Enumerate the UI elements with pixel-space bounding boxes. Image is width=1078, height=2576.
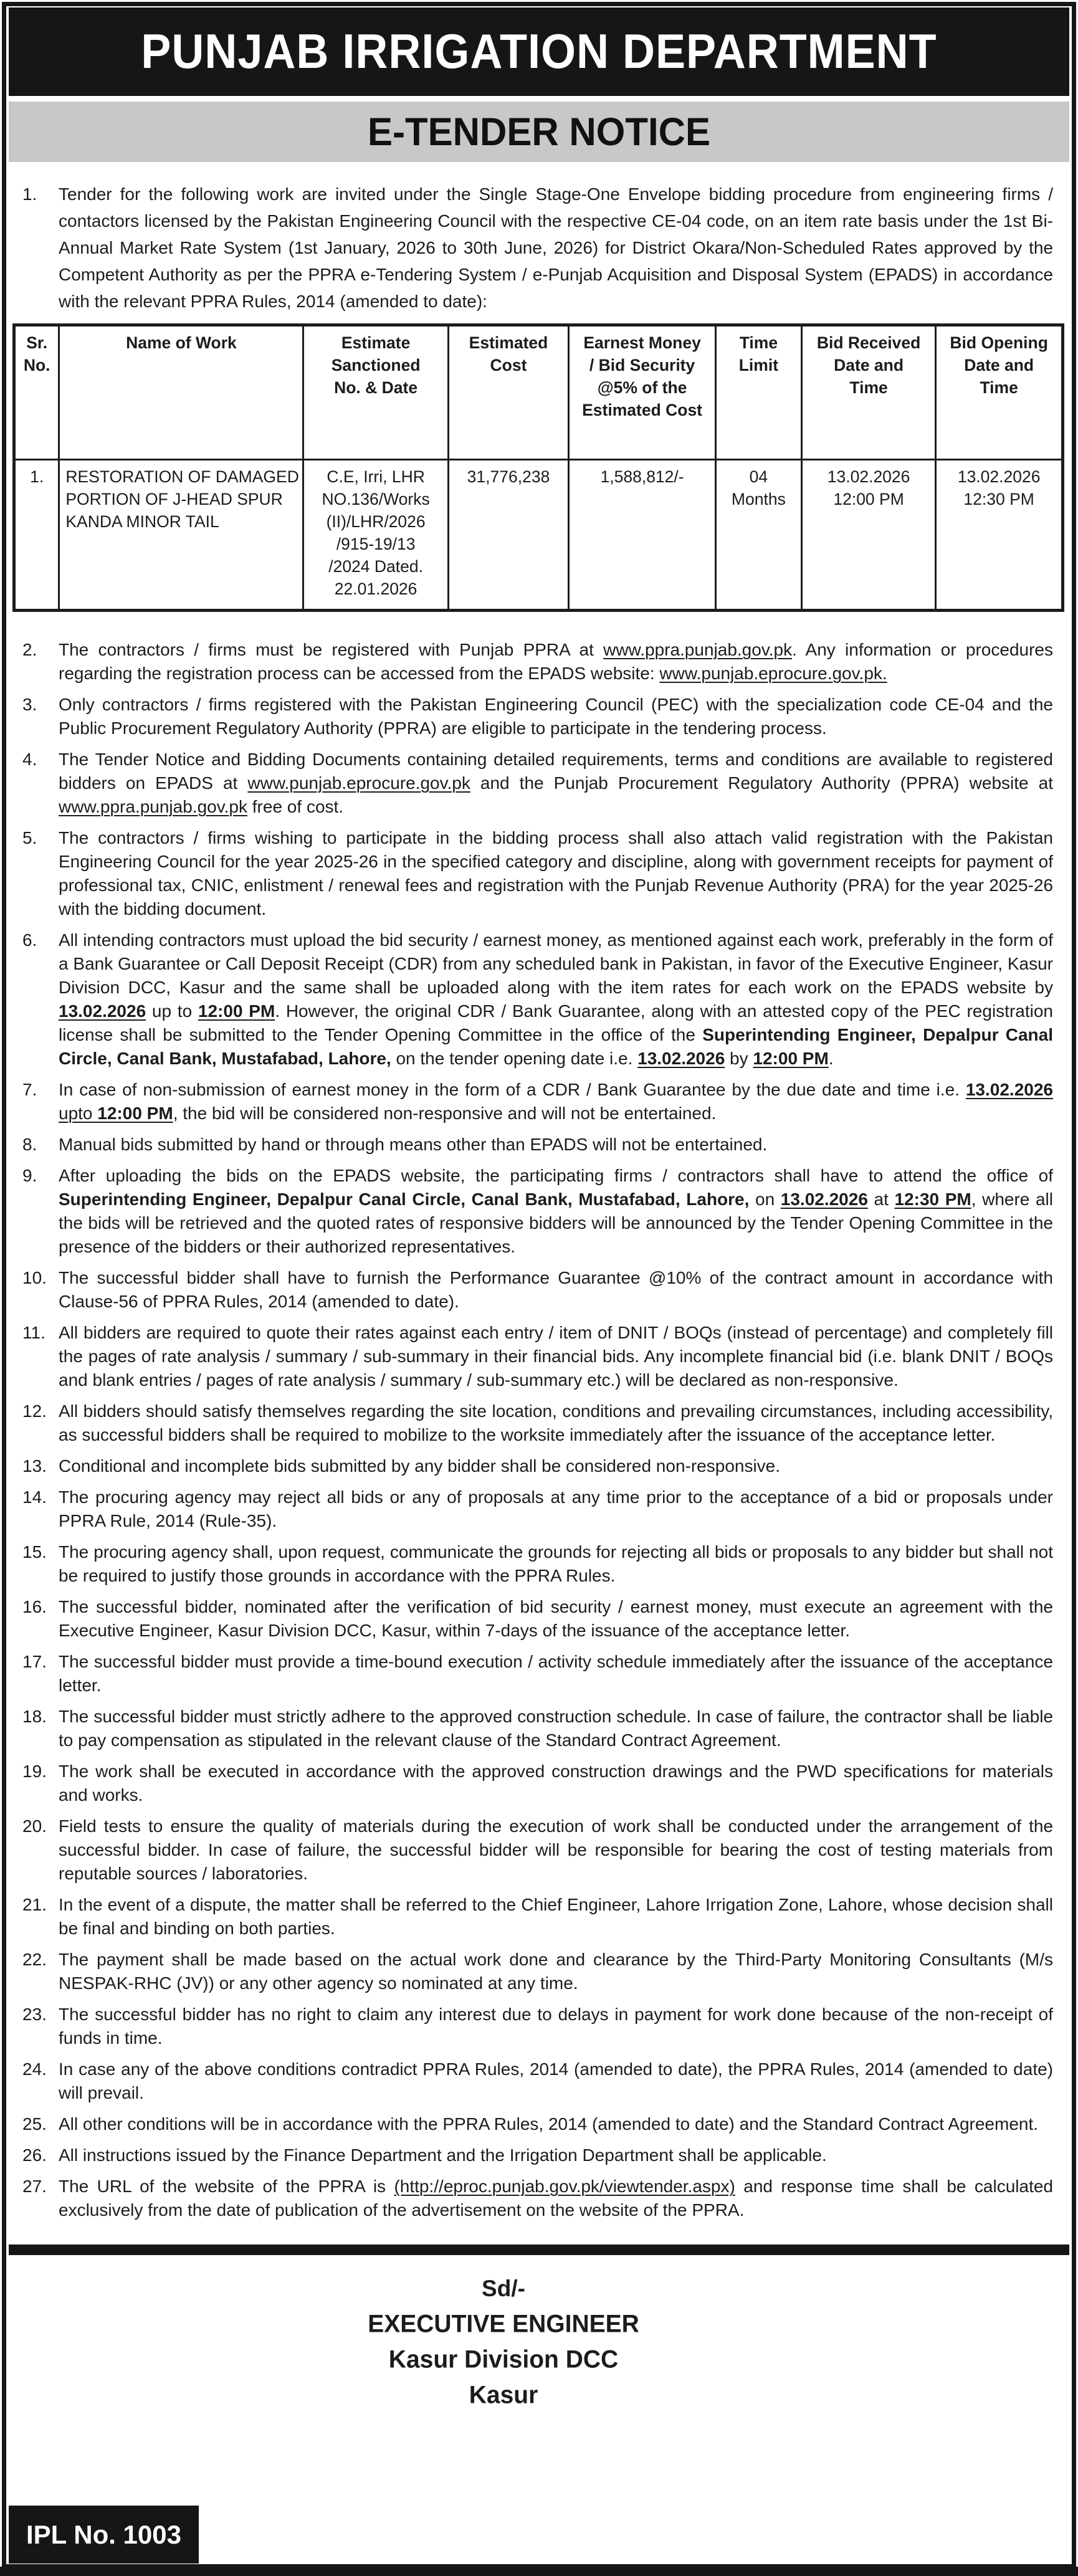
text-segment: In case of non-submission of earnest money in the form of a CDR / Bank Guarantee by the due date and time i.e. — [59, 1080, 966, 1099]
item-text — [59, 826, 1053, 921]
text-segment: All other conditions will be in accordance with the PPRA Rules, 2014 (amended to date) and the Standard Contract Agreement. — [59, 2114, 1039, 2134]
condition-item — [22, 1133, 1053, 1157]
signature-city: Kasur — [469, 2381, 538, 2409]
text-segment: In the event of a dispute, the matter shall be referred to the Chief Engineer, Lahore Irrigation Zone, Lahore, whose decision shall be final and binding on both parties. — [59, 1895, 1053, 1938]
item-text — [59, 181, 1053, 315]
condition-item — [22, 826, 1053, 921]
table-header-cell: Earnest Money / Bid Security @5% of the Estimated Cost — [569, 325, 716, 460]
text-segment: The Tender Notice and Bidding Documents containing detailed requirements, terms and conditions are available to registered bidders on EPADS at — [59, 750, 1053, 793]
table-cell: 31,776,238 — [448, 460, 569, 611]
item-number: 22. — [22, 1950, 47, 1969]
text-segment: Manual bids submitted by hand or through means other than EPADS will not be entertained. — [59, 1135, 768, 1154]
text-segment: 12:30 PM — [894, 1190, 971, 1209]
item-number: 5. — [22, 828, 37, 847]
condition-item — [22, 1760, 1053, 1807]
item-text — [59, 1893, 1053, 1940]
text-segment: The payment shall be made based on the actual work done and clearance by the Third-Party Monitoring Consultants (M/s NESPAK-RHC (JV)) or any other agency so nominated at any time. — [59, 1950, 1053, 1993]
text-segment: All bidders are required to quote their rates against each entry / item of DNIT / BOQs (instead of percentage) and completely fill the pages of rate analysis / summary / sub-summary in their financial bids. Any incomplete financial bid (i.e. blank DNIT / BOQs and blank entries / pages of rate analysis / summary / sub-summary etc.) will be declared as non-responsive. — [59, 1323, 1053, 1390]
item-text — [59, 638, 1053, 685]
item-text — [59, 1650, 1053, 1697]
table-header-cell: Name of Work — [59, 325, 303, 460]
item-text — [59, 1540, 1053, 1588]
condition-item — [22, 638, 1053, 685]
condition-item — [22, 1454, 1053, 1478]
text-segment: All instructions issued by the Finance Department and the Irrigation Department shall be applicable. — [59, 2145, 827, 2165]
condition-item — [22, 181, 1053, 315]
item-number: 21. — [22, 1895, 47, 1914]
table-header-cell: Bid Opening Date and Time — [936, 325, 1063, 460]
signature-sd: Sd/- — [482, 2276, 525, 2301]
condition-item — [22, 1595, 1053, 1643]
condition-item — [22, 2144, 1053, 2167]
condition-item — [22, 1321, 1053, 1392]
condition-item — [22, 1650, 1053, 1697]
item-text — [59, 1164, 1053, 1259]
text-segment: www.ppra.punjab.gov.pk — [603, 640, 793, 659]
table-cell: RESTORATION OF DAMAGED PORTION OF J-HEAD SPUR KANDA MINOR TAIL — [59, 460, 303, 611]
text-segment: . Any information or procedures regarding the registration process can be accessed from the EPADS website: — [59, 640, 1053, 683]
text-segment: on — [749, 1190, 781, 1209]
item-number: 3. — [22, 695, 37, 714]
text-segment: All bidders should satisfy themselves regarding the site location, conditions and prevailing circumstances, including accessibility, as successful bidders shall be required to mobilize to the worksite immediately after the issuance of the acceptance letter. — [59, 1401, 1053, 1444]
condition-item — [22, 1948, 1053, 1995]
page-title: PUNJAB IRRIGATION DEPARTMENT — [141, 24, 937, 79]
item-text — [59, 1454, 1053, 1478]
item-text — [59, 1321, 1053, 1392]
item-text — [59, 1400, 1053, 1447]
condition-item — [22, 1078, 1053, 1125]
item-text — [59, 1078, 1053, 1125]
item-number: 8. — [22, 1135, 37, 1154]
item-number: 20. — [22, 1816, 47, 1836]
condition-item — [22, 1540, 1053, 1588]
condition-item — [22, 1486, 1053, 1533]
item-number: 11. — [22, 1323, 45, 1342]
item-text — [59, 1266, 1053, 1314]
condition-item — [22, 748, 1053, 819]
text-segment: The procuring agency may reject all bids or any of proposals at any time prior to the acceptance of a bid or proposals under PPRA Rule, 2014 (Rule-35). — [59, 1487, 1053, 1530]
text-segment: Tender for the following work are invited under the Single Stage-One Envelope bidding procedure from engineering firms / contactors licensed by the Pakistan Engineering Council with the respective CE-04 code, on an item rate basis under the 1st Bi-Annual Market Rate System (1st January, 2026 to 30th June, 2026) for District Okara/Non-Scheduled Rates approved by the Competent Authority as per the PPRA e-Tendering System / e-Punjab Acquisition and Disposal System (EPADS) in accordance with the relevant PPRA Rules, 2014 (amended to date): — [59, 184, 1053, 311]
text-segment: 13.02.2026 — [965, 1080, 1053, 1099]
item-number: 25. — [22, 2114, 47, 2134]
table-row — [14, 460, 1063, 611]
item-text — [59, 2003, 1053, 2050]
text-segment: , where all the bids will be retrieved and the quoted rates of responsive bidders will be announced by the Tender Opening Committee in the presence of the bidders or their authorized representatives. — [59, 1190, 1053, 1256]
text-segment: In case any of the above conditions contradict PPRA Rules, 2014 (amended to date), the PPRA Rules, 2014 (amended to date) will prevail. — [59, 2059, 1053, 2102]
item-number: 26. — [22, 2145, 47, 2165]
table-cell: 13.02.2026 12:00 PM — [801, 460, 935, 611]
text-segment: and the Punjab Procurement Regulatory Authority (PPRA) website at — [470, 773, 1053, 793]
item-text — [59, 2175, 1053, 2222]
text-segment: Superintending Engineer, Depalpur Canal Circle, Canal Bank, Mustafabad, Lahore, — [59, 1025, 1053, 1068]
condition-item — [22, 1266, 1053, 1314]
text-segment: The contractors / firms wishing to participate in the bidding process shall also attach valid registration with the Pakistan Engineering Council for the year 2025-26 in the specified category and discipline, along with government receipts for payment of professional tax, CNIC, enlistment / renewal fees and registration with the Punjab Revenue Authority (PRA) for the year 2025-26 with the bidding document. — [59, 828, 1053, 918]
table-cell: C.E, Irri, LHR NO.136/Works (II)/LHR/2026 /915-19/13 /2024 Dated. 22.01.2026 — [303, 460, 448, 611]
item-number: 6. — [22, 930, 37, 950]
intro-section — [0, 162, 1078, 315]
item-number: 1. — [22, 184, 37, 204]
item-number: 17. — [22, 1652, 47, 1671]
text-segment: 12:00 PM — [198, 1001, 275, 1021]
item-number: 23. — [22, 2005, 47, 2024]
item-number: 7. — [22, 1080, 37, 1099]
table-cell: 13.02.2026 12:30 PM — [936, 460, 1063, 611]
item-text — [59, 1705, 1053, 1752]
condition-item — [22, 928, 1053, 1071]
item-number: 14. — [22, 1487, 47, 1507]
signature-designation: EXECUTIVE ENGINEER — [368, 2310, 639, 2338]
item-text — [59, 2112, 1053, 2136]
item-number: 2. — [22, 640, 37, 659]
works-table — [12, 323, 1064, 612]
text-segment: The successful bidder shall have to furnish the Performance Guarantee @10% of the contract amount in accordance with Clause-56 of PPRA Rules, 2014 (amended to date). — [59, 1268, 1053, 1311]
divider-rule — [9, 2244, 1069, 2255]
text-segment: up to — [146, 1001, 198, 1021]
text-segment: at — [867, 1190, 895, 1209]
item-text — [59, 1595, 1053, 1643]
text-segment: www.punjab.eprocure.gov.pk — [247, 773, 470, 793]
signature-block — [0, 2271, 1042, 2413]
item-number: 16. — [22, 1597, 47, 1616]
item-number: 12. — [22, 1401, 47, 1421]
text-segment: The work shall be executed in accordance with the approved construction drawings and the PWD specifications for materials and works. — [59, 1762, 1053, 1805]
table-header-row — [14, 325, 1063, 460]
text-segment: 13.02.2026 — [780, 1190, 868, 1209]
text-segment: www.ppra.punjab.gov.pk — [59, 797, 247, 816]
condition-item — [22, 2175, 1053, 2222]
condition-item — [22, 693, 1053, 740]
text-segment: Field tests to ensure the quality of materials during the execution of work shall be conducted under the arrangement of the successful bidder. In case of failure, the successful bidder will be responsible for bearing the cost of testing materials from reputable sources / laboratories. — [59, 1816, 1053, 1883]
item-text — [59, 928, 1053, 1071]
item-number: 9. — [22, 1166, 37, 1185]
text-segment: The procuring agency shall, upon request, communicate the grounds for rejecting all bids or proposals to any bidder but shall not be required to justify those grounds in accordance with the PPRA Rules. — [59, 1542, 1053, 1585]
text-segment: . — [828, 1049, 834, 1068]
text-segment: 12:00 PM — [97, 1104, 173, 1123]
header-band — [9, 7, 1069, 96]
text-segment: The contractors / firms must be registered with Punjab PPRA at — [59, 640, 604, 659]
table-cell: 1,588,812/- — [569, 460, 716, 611]
text-segment: 12:00 PM — [753, 1049, 829, 1068]
condition-item — [22, 1164, 1053, 1259]
table-header-cell: Estimate Sanctioned No. & Date — [303, 325, 448, 460]
text-segment: Conditional and incomplete bids submitted by any bidder shall be considered non-responsive. — [59, 1456, 781, 1476]
condition-item — [22, 2058, 1053, 2105]
text-segment: and response time shall be calculated exclusively from the date of publication of the advertisement on the website of the PPRA. — [59, 2177, 1053, 2220]
table-cell: 1. — [14, 460, 59, 611]
signature-division: Kasur Division DCC — [388, 2345, 619, 2373]
text-segment: by — [725, 1049, 753, 1068]
table-section — [0, 315, 1078, 612]
table-header-cell: Time Limit — [715, 325, 801, 460]
item-number: 15. — [22, 1542, 47, 1562]
text-segment: 13.02.2026 — [637, 1049, 725, 1068]
text-segment: on the tender opening date i.e. — [391, 1049, 638, 1068]
item-text — [59, 1133, 1053, 1157]
text-segment: upto — [59, 1104, 98, 1123]
condition-item — [22, 2003, 1053, 2050]
condition-item — [22, 1705, 1053, 1752]
text-segment: All intending contractors must upload the bid security / earnest money, as mentioned against each work, preferably in the form of a Bank Guarantee or Call Deposit Receipt (CDR) from any scheduled bank in Pakistan, in favor of the Executive Engineer, Kasur Division DCC, Kasur and the same shall be uploaded along with the item rates for each work on the EPADS website by — [59, 930, 1053, 997]
text-segment: The successful bidder, nominated after the verification of bid security / earnest money, must execute an agreement with the Executive Engineer, Kasur Division DCC, Kasur, within 7-days of the issuance of the acceptance letter. — [59, 1597, 1053, 1640]
text-segment: www.punjab.eprocure.gov.pk. — [659, 664, 887, 683]
item-text — [59, 2144, 1053, 2167]
item-number: 27. — [22, 2177, 47, 2196]
item-number: 19. — [22, 1762, 47, 1781]
item-text — [59, 693, 1053, 740]
condition-item — [22, 2112, 1053, 2136]
text-segment: . However, the original CDR / Bank Guarantee, along with an attested copy of the PEC registration license shall be submitted to the Tender Opening Committee in the office of the — [59, 1001, 1053, 1044]
table-header-cell: Bid Received Date and Time — [801, 325, 935, 460]
subtitle-band — [9, 102, 1069, 162]
item-text — [59, 1486, 1053, 1533]
item-number: 18. — [22, 1707, 47, 1726]
item-number: 24. — [22, 2059, 47, 2079]
text-segment: free of cost. — [247, 797, 344, 816]
ipl-number: IPL No. 1003 — [26, 2519, 181, 2549]
text-segment: After uploading the bids on the EPADS website, the participating firms / contractors shall have to attend the office of — [59, 1166, 1053, 1185]
item-text — [59, 748, 1053, 819]
bottom-bar — [0, 2567, 1078, 2576]
notice-title: E-TENDER NOTICE — [367, 110, 711, 154]
item-text — [59, 1760, 1053, 1807]
text-segment: , the bid will be considered non-responsive and will not be entertained. — [173, 1104, 717, 1123]
item-text — [59, 2058, 1053, 2105]
text-segment: Only contractors / firms registered with the Pakistan Engineering Council (PEC) with the specialization code CE-04 and the Public Procurement Regulatory Authority (PPRA) are eligible to participate in the tendering process. — [59, 695, 1053, 738]
text-segment: Superintending Engineer, Depalpur Canal Circle, Canal Bank, Mustafabad, Lahore, — [59, 1190, 750, 1209]
text-segment: 13.02.2026 — [59, 1001, 146, 1021]
ipl-badge — [9, 2506, 199, 2564]
text-segment: The URL of the website of the PPRA is — [59, 2177, 394, 2196]
condition-item — [22, 1400, 1053, 1447]
table-header-cell: Sr. No. — [14, 325, 59, 460]
item-number: 10. — [22, 1268, 47, 1287]
condition-item — [22, 1815, 1053, 1886]
table-header-cell: Estimated Cost — [448, 325, 569, 460]
table-cell: 04 Months — [715, 460, 801, 611]
item-number: 13. — [22, 1456, 47, 1476]
text-segment: The successful bidder must provide a time-bound execution / activity schedule immediately after the issuance of the acceptance letter. — [59, 1652, 1053, 1695]
text-segment: The successful bidder has no right to claim any interest due to delays in payment for work done because of the non-receipt of funds in time. — [59, 2005, 1053, 2048]
conditions-list — [0, 612, 1078, 2222]
item-text — [59, 1948, 1053, 1995]
condition-item — [22, 1893, 1053, 1940]
text-segment: The successful bidder must strictly adhere to the approved construction schedule. In case of failure, the contractor shall be liable to pay compensation as stipulated in the relevant clause of the Standard Contract Agreement. — [59, 1707, 1053, 1750]
item-number: 4. — [22, 750, 37, 769]
item-text — [59, 1815, 1053, 1886]
text-segment: (http://eproc.punjab.gov.pk/viewtender.aspx) — [394, 2177, 735, 2196]
